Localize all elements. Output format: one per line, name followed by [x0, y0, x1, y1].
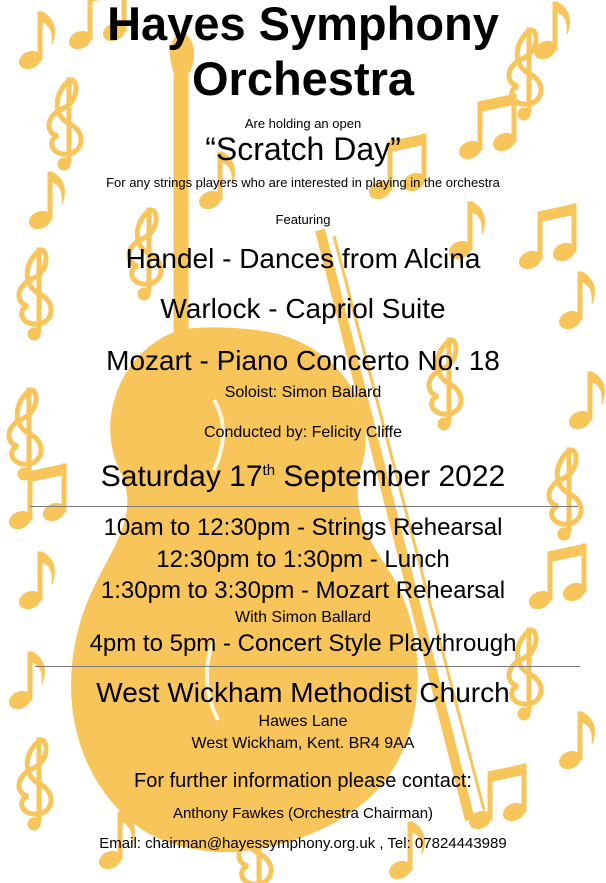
- divider-top: [30, 506, 578, 507]
- conductor-text: Conducted by: Felicity Cliffe: [203, 424, 402, 441]
- date-rest: September 2022: [275, 460, 506, 493]
- event-name: “Scratch Day”: [205, 131, 401, 167]
- schedule-line-1: 10am to 12:30pm - Strings Rehearsal: [103, 514, 503, 541]
- schedule-line-2: 12:30pm to 1:30pm - Lunch: [156, 546, 450, 573]
- contact-heading: For further information please contact:: [134, 770, 472, 792]
- date-suffix: th: [262, 462, 276, 479]
- featuring-label: Featuring: [275, 212, 331, 227]
- divider-bottom: [35, 666, 580, 667]
- programme-item-handel: Handel - Dances from Alcina: [125, 243, 481, 274]
- schedule-note: With Simon Ballard: [234, 609, 372, 626]
- programme-item-warlock: Warlock - Capriol Suite: [160, 293, 446, 324]
- schedule-line-4: 4pm to 5pm - Concert Style Playthrough: [89, 630, 517, 657]
- contact-details: Email: chairman@hayessymphony.org.uk , Tel: 07824443989: [99, 835, 507, 852]
- venue-street: Hawes Lane: [258, 713, 348, 730]
- programme-item-mozart: Mozart - Piano Concerto No. 18: [106, 345, 500, 376]
- event-date: [0, 462, 606, 492]
- audience-text: For any strings players who are interested in playing in the orchestra: [106, 175, 500, 190]
- intro-text: Are holding an open: [244, 116, 362, 131]
- schedule-line-3: 1:30pm to 3:30pm - Mozart Rehearsal: [100, 577, 506, 604]
- title-line-1: Hayes Symphony: [107, 0, 499, 50]
- venue-town: West Wickham, Kent. BR4 9AA: [191, 735, 415, 752]
- soloist-text: Soloist: Simon Ballard: [224, 384, 382, 401]
- title-line-2: Orchestra: [191, 52, 415, 105]
- date-prefix: Saturday 17: [100, 460, 263, 493]
- venue-name: West Wickham Methodist Church: [96, 677, 510, 708]
- contact-person: Anthony Fawkes (Orchestra Chairman): [172, 805, 434, 822]
